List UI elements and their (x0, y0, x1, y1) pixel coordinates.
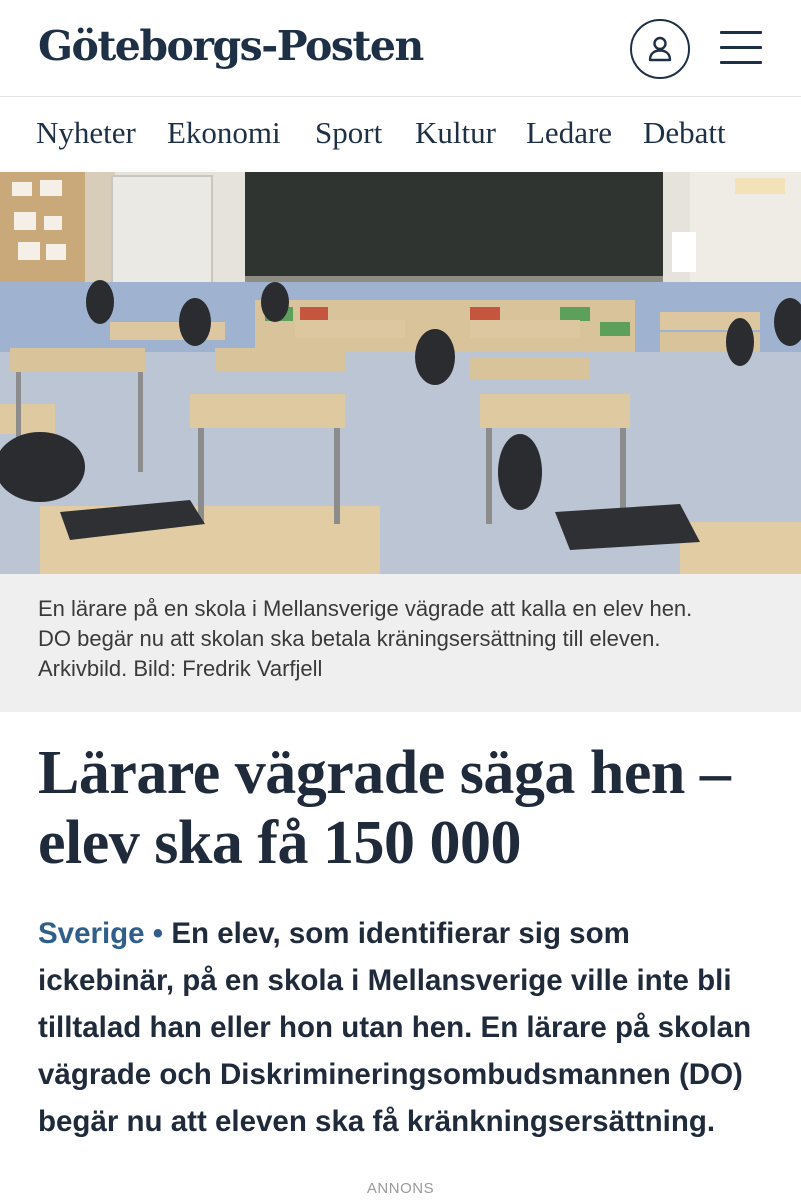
article-lead-text: En elev, som identifierar sig som ickebinär, på en skola i Mellansverige ville inte bli tilltalad han eller hon utan hen. En lärare på skolan vägrade och Diskrimineringsombudsmannen (DO) begär nu att eleven ska få kränkningsersättning. (38, 917, 752, 1138)
nav-item-ekonomi[interactable]: Ekonomi (167, 115, 281, 150)
user-icon (647, 35, 673, 63)
image-caption (0, 574, 801, 712)
section-nav (0, 98, 801, 172)
site-header (0, 0, 801, 97)
nav-item-nyheter[interactable]: Nyheter (36, 115, 136, 150)
ad-label: ANNONS (366, 1180, 435, 1197)
nav-item-sport[interactable]: Sport (315, 115, 383, 150)
article-hero-image (0, 172, 801, 574)
section-tag-link[interactable]: Sverige (38, 917, 145, 950)
nav-item-debatt[interactable]: Debatt (643, 115, 726, 150)
classroom-photo (0, 172, 801, 574)
image-caption-text: En lärare på en skola i Mellansverige vägrade att kalla en elev hen. DO begär nu att skolan ska betala kräningsersättning till eleven. Arkivbild. Bild: Fredrik Varfjell (38, 596, 693, 681)
nav-item-ledare[interactable]: Ledare (526, 115, 613, 150)
nav-item-kultur[interactable]: Kultur (415, 115, 496, 150)
section-bullet: • (144, 917, 172, 950)
account-button[interactable] (630, 19, 690, 79)
article-headline: Lärare vägrade säga hen – elev ska få 150 000 (38, 739, 731, 877)
article-lead (38, 910, 778, 1145)
hamburger-menu-icon (720, 31, 762, 34)
site-logo[interactable]: Göteborgs-Posten (38, 22, 423, 70)
menu-button[interactable] (718, 29, 764, 67)
